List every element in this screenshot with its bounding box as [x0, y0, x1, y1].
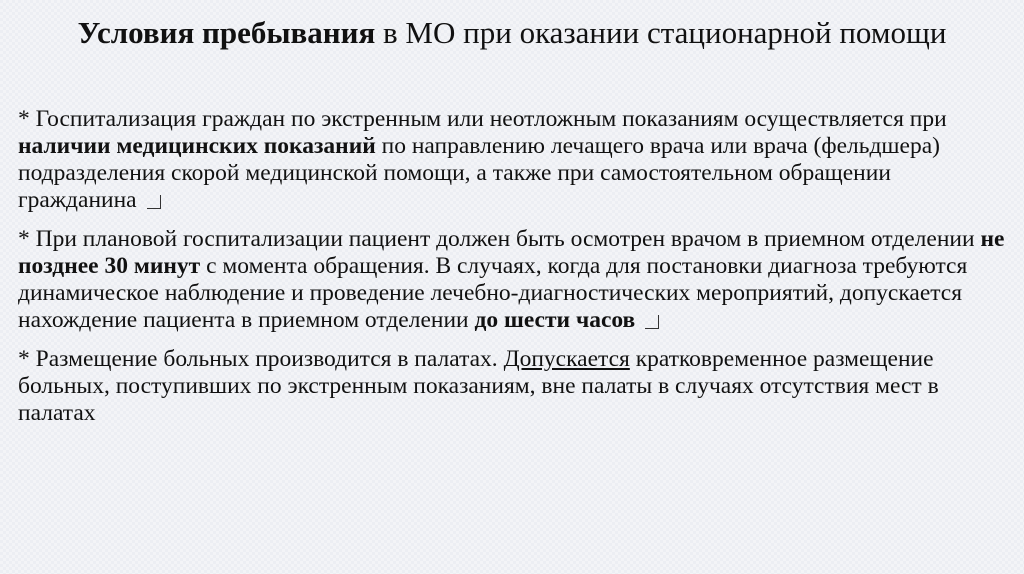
- return-mark-icon: [147, 195, 161, 209]
- paragraph-text: по направлению лечащего врача или врача (фельдшера) подразделения скорой медицинской помощи, а также при самостоятельном обращении гражданина: [18, 133, 940, 213]
- slide-content: [18, 106, 1008, 439]
- paragraph-text: кратковременное размещение больных, поступивших по экстренным показаниям, вне палаты в случаях отсутствия мест в палатах: [18, 346, 939, 426]
- paragraph-bold-text: наличии медицинских показаний: [18, 133, 376, 159]
- paragraph-underlined-text: Допускается: [503, 346, 630, 372]
- slide-title-rest: в МО при оказании стационарной помощи: [375, 15, 947, 50]
- paragraph-text: * При плановой госпитализации пациент должен быть осмотрен врачом в приемном отделении: [18, 226, 981, 252]
- paragraph-text: * Размещение больных производится в палатах.: [18, 346, 504, 372]
- paragraph-placement: [18, 346, 1008, 427]
- paragraph-bold-text: до шести часов: [474, 307, 636, 333]
- return-mark-icon: [645, 315, 659, 329]
- paragraph-bold-text: не позднее 30 минут: [18, 226, 1005, 279]
- paragraph-text: с момента обращения. В случаях, когда для постановки диагноза требуются динамическое наблюдение и проведение лечебно-диагностических мероприятий, допускается нахождение пациента в приемном отделении: [18, 253, 968, 333]
- paragraph-planned-hospitalization: [18, 226, 1008, 334]
- paragraph-text: * Госпитализация граждан по экстренным или неотложным показаниям осуществляется при: [18, 106, 947, 132]
- slide-title: [40, 12, 984, 54]
- paragraph-hospitalization: [18, 106, 1008, 214]
- slide-title-bold: Условия пребывания: [77, 15, 376, 50]
